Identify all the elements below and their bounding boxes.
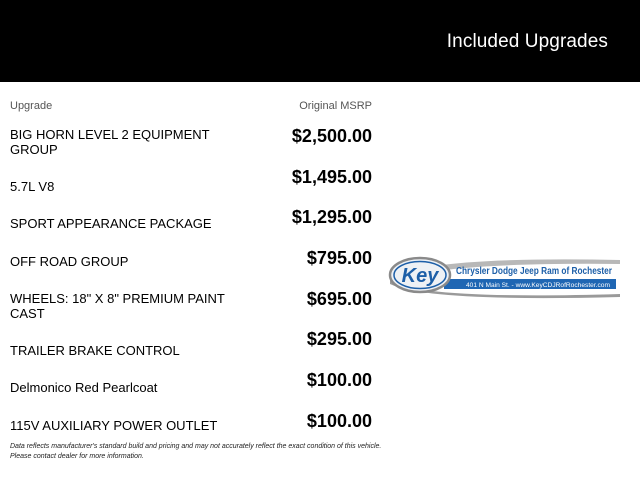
column-header-msrp: Original MSRP	[299, 100, 372, 112]
upgrade-price: $2,500.00	[291, 126, 372, 146]
upgrade-price: $100.00	[306, 370, 372, 390]
upgrade-name: TRAILER BRAKE CONTROL	[10, 343, 180, 358]
disclaimer-line: Please contact dealer for more information.	[10, 452, 144, 460]
upgrade-name: SPORT APPEARANCE PACKAGE	[10, 216, 212, 231]
upgrade-price: $1,295.00	[291, 207, 372, 227]
upgrade-name: 5.7L V8	[10, 179, 55, 194]
logo-badge-text: Key	[401, 265, 439, 287]
disclaimer	[10, 442, 390, 461]
header-bar	[0, 0, 640, 82]
upgrade-name: BIG HORN LEVEL 2 EQUIPMENT GROUP	[10, 127, 210, 157]
disclaimer-line: Data reflects manufacturer's standard build and pricing and may not accurately reflect the exact condition of this vehicle.	[10, 443, 382, 450]
column-header-upgrade: Upgrade	[10, 100, 53, 112]
dealer-address: 401 N Main St. - www.KeyCDJRofRochester.com	[466, 283, 610, 289]
upgrade-price: $795.00	[306, 248, 372, 268]
upgrade-name: OFF ROAD GROUP	[10, 254, 129, 269]
dealer-logo	[388, 256, 620, 298]
upgrade-price: $1,495.00	[291, 167, 372, 187]
upgrade-price: $695.00	[306, 289, 372, 309]
upgrade-name: 115V AUXILIARY POWER OUTLET	[10, 418, 218, 433]
upgrade-name: WHEELS: 18" X 8" PREMIUM PAINT CAST	[10, 291, 225, 321]
upgrade-price: $100.00	[306, 411, 372, 431]
upgrade-price: $295.00	[306, 329, 372, 349]
dealer-name: Chrysler Dodge Jeep Ram of Rochester	[456, 265, 612, 277]
page-title: Included Upgrades	[446, 31, 608, 52]
upgrade-name: Delmonico Red Pearlcoat	[10, 380, 158, 395]
